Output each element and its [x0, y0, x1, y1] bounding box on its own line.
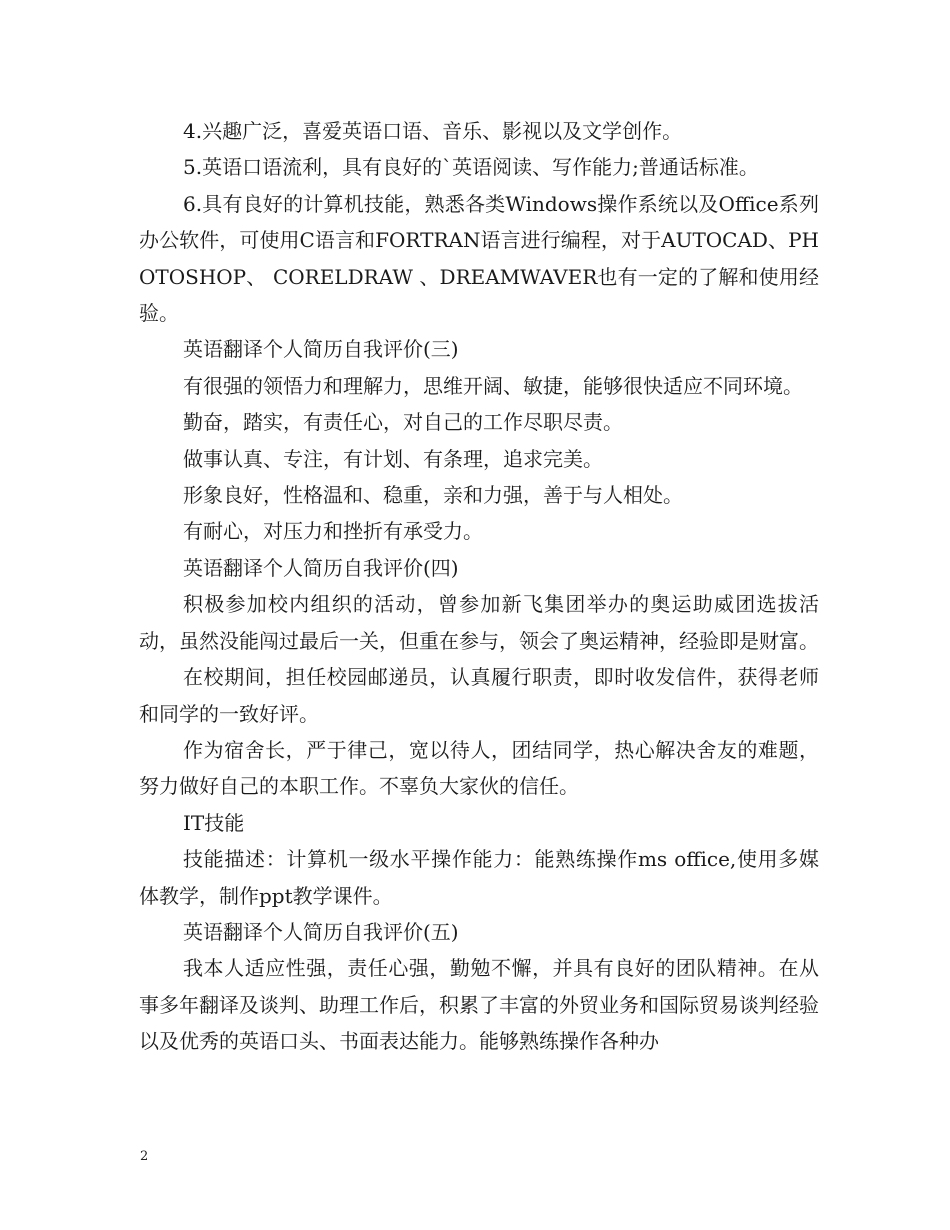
paragraph: 作为宿舍长，严于律己，宽以待人，团结同学，热心解决舍友的难题，努力做好自己的本职工作。不辜负大家伙的信任。 [139, 737, 819, 799]
document-body [139, 113, 819, 1060]
paragraph: 积极参加校内组织的活动，曾参加新飞集团举办的奥运助威团选拔活动，虽然没能闯过最后一关，但重在参与，领会了奥运精神，经验即是财富。 [139, 592, 819, 653]
section-heading-3: 英语翻译个人简历自我评价(三) [183, 337, 459, 362]
page-number: 2 [140, 1149, 149, 1164]
paragraph-item-4: 4.兴趣广泛，喜爱英语口语、音乐、影视以及文学创作。 [183, 119, 683, 143]
paragraph: 形象良好，性格温和、稳重，亲和力强，善于与人相处。 [183, 483, 683, 508]
paragraph: 做事认真、专注，有计划、有条理，追求完美。 [183, 446, 603, 471]
paragraph: 我本人适应性强，责任心强，勤勉不懈，并具有良好的团队精神。在从事多年翻译及谈判、助理工作后，积累了丰富的外贸业务和国际贸易谈判经验以及优秀的英语口头、书面表达能力。能够熟练操作各种办 [139, 956, 819, 1054]
paragraph-item-6: 6.具有良好的计算机技能，熟悉各类Windows操作系统以及Office系列办公软件，可使用C语言和FORTRAN语言进行编程，对于AUTOCAD、PHOTOSHOP、 CORELDRAW 、DREAMWAVER也有一定的了解和使用经验。 [139, 191, 819, 326]
paragraph: 有耐心，对压力和挫折有承受力。 [183, 519, 483, 544]
paragraph: 勤奋，踏实，有责任心，对自己的工作尽职尽责。 [183, 410, 623, 435]
paragraph: 有很强的领悟力和理解力，思维开阔、敏捷，能够很快适应不同环境。 [183, 373, 803, 398]
section-heading-5: 英语翻译个人简历自我评价(五) [183, 919, 459, 944]
section-heading-4: 英语翻译个人简历自我评价(四) [183, 555, 459, 580]
section-heading-it-skills: IT技能 [183, 810, 245, 835]
paragraph: 技能描述：计算机一级水平操作能力：能熟练操作ms office,使用多媒体教学，制作ppt教学课件。 [139, 847, 819, 908]
paragraph-item-5: 5.英语口语流利，具有良好的`英语阅读、写作能力;普通话标准。 [183, 155, 759, 180]
paragraph: 在校期间，担任校园邮递员，认真履行职责，即时收发信件，获得老师和同学的一致好评。 [139, 665, 819, 726]
